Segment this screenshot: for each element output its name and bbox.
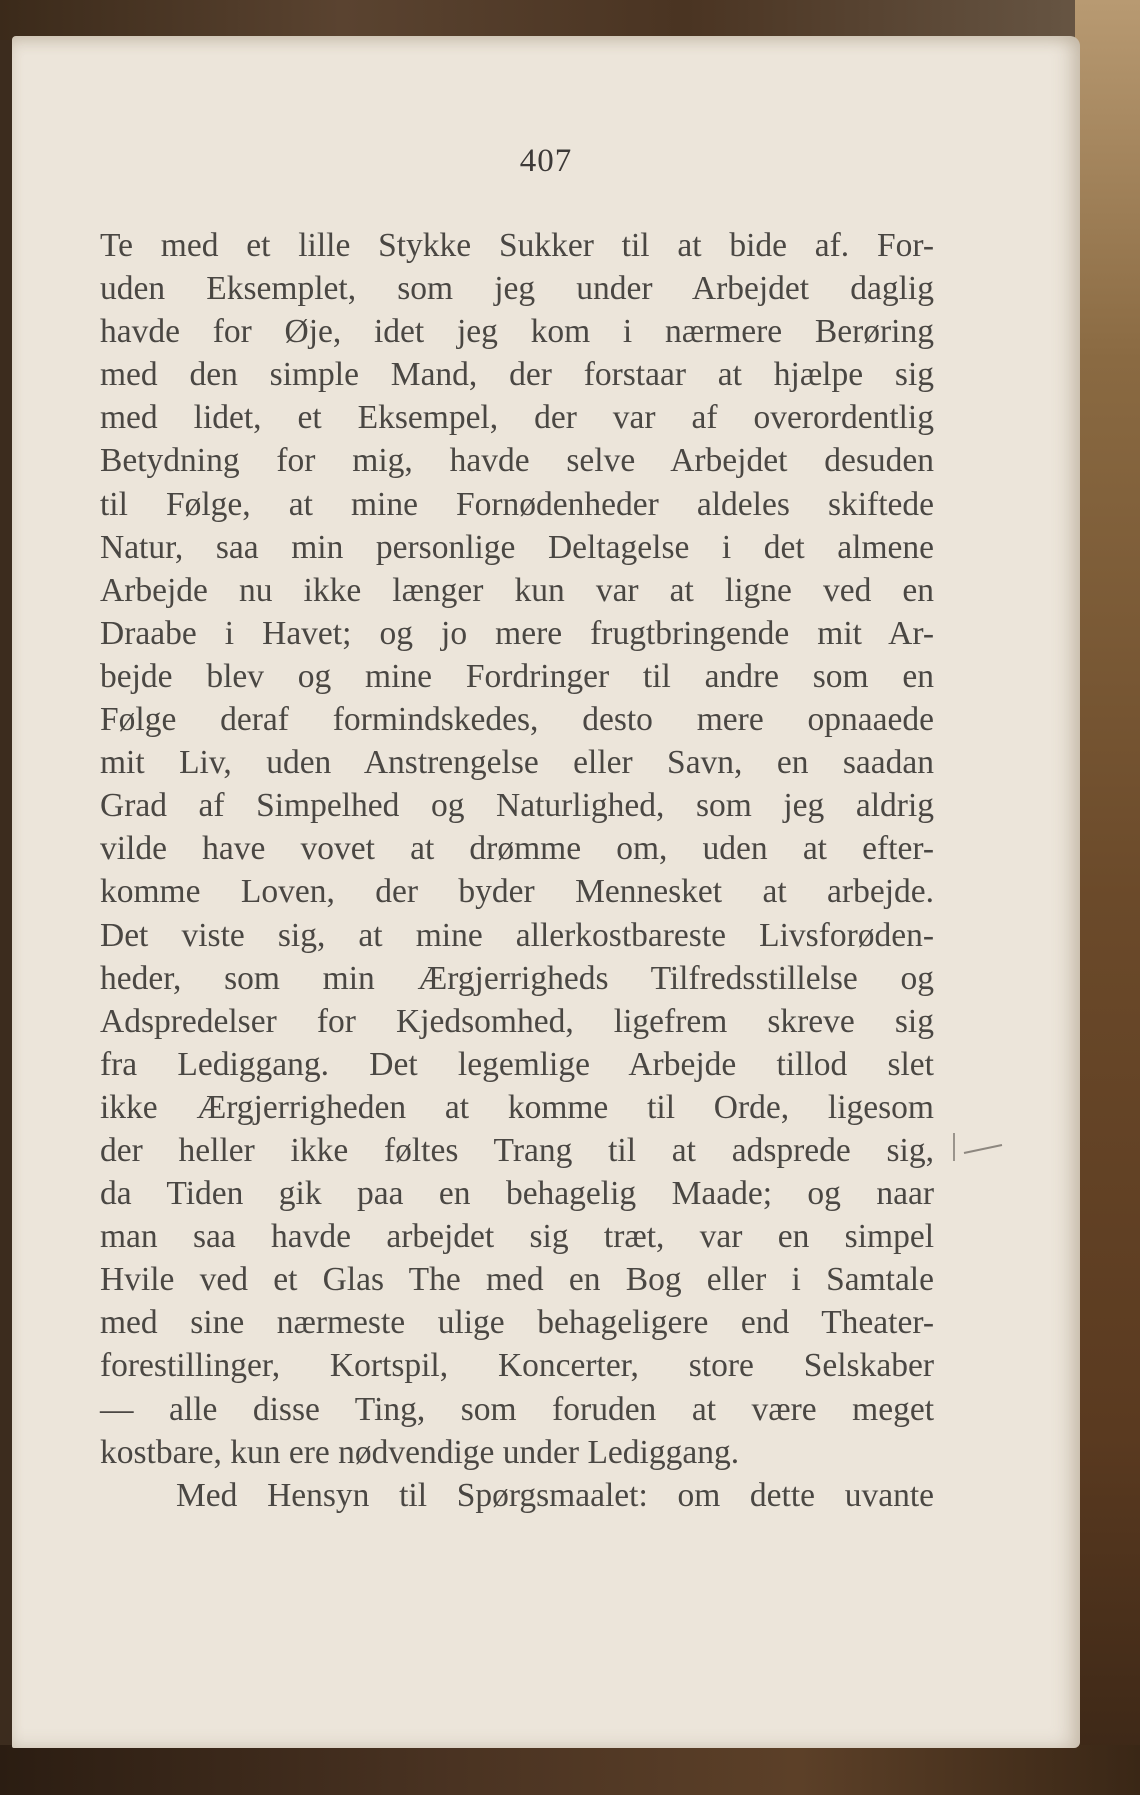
book-bottom-edge (0, 1745, 1140, 1795)
text-line: Grad af Simpelhed og Naturlighed, som jeg aldrig (100, 787, 934, 825)
page-text (100, 224, 934, 1517)
text-line: Arbejde nu ikke længer kun var at ligne ved en (100, 571, 934, 609)
text-line: Med Hensyn til Spørgsmaalet: om dette uvante (176, 1476, 934, 1514)
book-cover-edge (1075, 0, 1140, 1795)
text-line: bejde blev og mine Fordringer til andre som en (100, 657, 934, 695)
text-line: ikke Ærgjerrigheden at komme til Orde, ligesom (100, 1088, 934, 1126)
text-line: Hvile ved et Glas The med en Bog eller i Samtale (100, 1261, 934, 1299)
text-line: der heller ikke føltes Trang til at adsprede sig, (100, 1131, 934, 1169)
pencil-margin-mark (950, 1131, 1010, 1171)
text-line: Draabe i Havet; og jo mere frugtbringende mit Ar- (100, 614, 934, 652)
text-line: med den simple Mand, der forstaar at hjælpe sig (100, 356, 934, 394)
text-line: havde for Øje, idet jeg kom i nærmere Berøring (100, 313, 934, 351)
text-line: da Tiden gik paa en behagelig Maade; og naar (100, 1175, 934, 1213)
text-line: med sine nærmeste ulige behageligere end Theater- (100, 1304, 934, 1342)
text-line: mit Liv, uden Anstrengelse eller Savn, en saadan (100, 744, 934, 782)
text-line: komme Loven, der byder Mennesket at arbejde. (100, 873, 934, 911)
text-line: Betydning for mig, havde selve Arbejdet desuden (100, 442, 934, 480)
text-line: Det viste sig, at mine allerkostbareste Livsforøden- (100, 916, 934, 954)
book-top-edge (0, 0, 1140, 40)
text-line: Følge deraf formindskedes, desto mere opnaaede (100, 701, 934, 739)
text-line: uden Eksemplet, som jeg under Arbejdet daglig (100, 270, 934, 308)
page-number: 407 (519, 143, 573, 179)
text-line: fra Lediggang. Det legemlige Arbejde tillod slet (100, 1045, 934, 1083)
text-line: kostbare, kun ere nødvendige under Lediggang. (100, 1433, 740, 1471)
text-line: — alle disse Ting, som foruden at være meget (100, 1390, 934, 1428)
book-left-edge (0, 0, 12, 1795)
text-line: Te med et lille Stykke Sukker til at bide af. For- (100, 227, 934, 264)
text-line: man saa havde arbejdet sig træt, var en simpel (100, 1218, 934, 1256)
text-line: forestillinger, Kortspil, Koncerter, store Selskaber (100, 1347, 934, 1385)
book-page (12, 36, 1080, 1748)
text-line: til Følge, at mine Fornødenheder aldeles skiftede (100, 485, 934, 523)
text-line: Adspredelser for Kjedsomhed, ligefrem skreve sig (100, 1002, 934, 1040)
text-line: heder, som min Ærgjerrigheds Tilfredsstillelse og (100, 959, 934, 997)
text-line: Natur, saa min personlige Deltagelse i det almene (100, 528, 934, 566)
text-line: med lidet, et Eksempel, der var af overordentlig (100, 399, 934, 437)
text-line: vilde have vovet at drømme om, uden at efter- (100, 830, 934, 868)
